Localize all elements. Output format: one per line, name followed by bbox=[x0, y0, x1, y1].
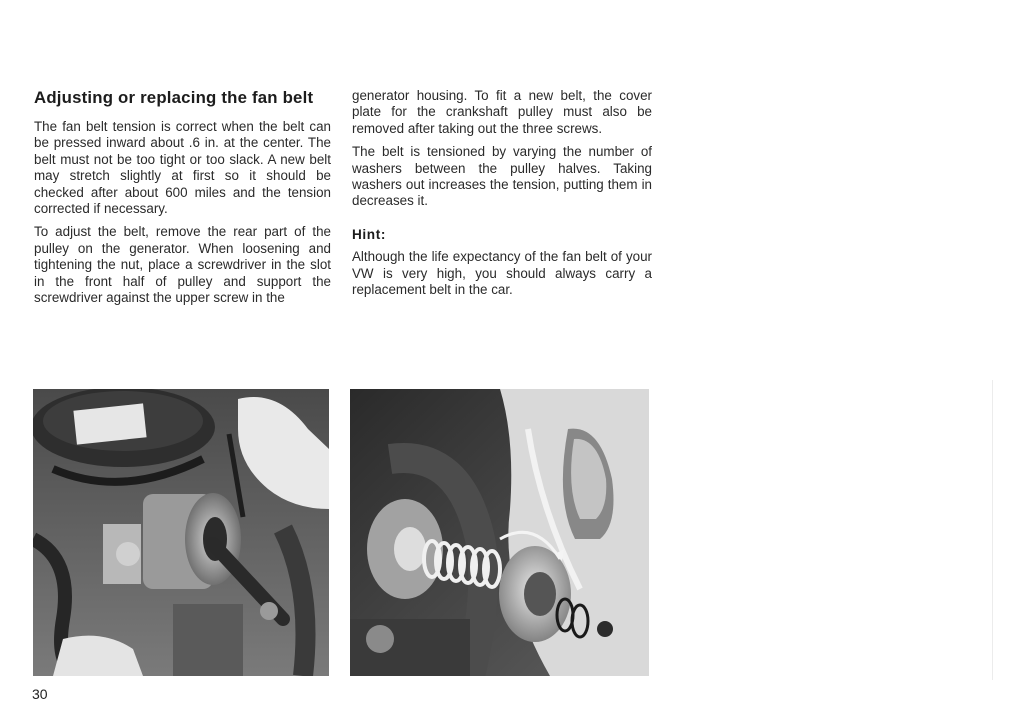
article-title: Adjusting or replacing the fan belt bbox=[34, 88, 314, 107]
engine-photo-left bbox=[33, 389, 329, 676]
hint-heading: Hint: bbox=[352, 226, 386, 242]
right-text-column bbox=[352, 88, 652, 305]
left-text-column bbox=[34, 88, 331, 313]
engine-photo-right bbox=[350, 389, 649, 676]
page-edge-line bbox=[992, 380, 993, 680]
paragraph-fit-new-belt: generator housing. To fit a new belt, the cover plate for the crankshaft pulley must also be removed after taking out the three screws. bbox=[352, 88, 652, 136]
pulley-washers-illustration bbox=[350, 389, 649, 676]
hint-text: Although the life expectancy of the fan belt of your VW is very high, you should always carry a replacement belt in the car. bbox=[352, 249, 652, 298]
page-number: 30 bbox=[32, 686, 48, 702]
engine-generator-pulley-illustration bbox=[33, 389, 329, 676]
paragraph-adjust-belt: To adjust the belt, remove the rear part of the pulley on the generator. When loosening and tightening the nut, place a screwdriver in the slot in the front half of pulley and support the screwdriver against the upper screw in the bbox=[34, 224, 331, 306]
paragraph-washers: The belt is tensioned by varying the number of washers between the pulley halves. Taking washers out increases the tension, putting them in decreases it. bbox=[352, 144, 652, 209]
paragraph-belt-tension: The fan belt tension is correct when the belt can be pressed inward about .6 in. at the center. The belt must not be too tight or too slack. A new belt may stretch slightly at first so it should be checked after about 600 miles and the tension corrected if necessary. bbox=[34, 119, 331, 217]
